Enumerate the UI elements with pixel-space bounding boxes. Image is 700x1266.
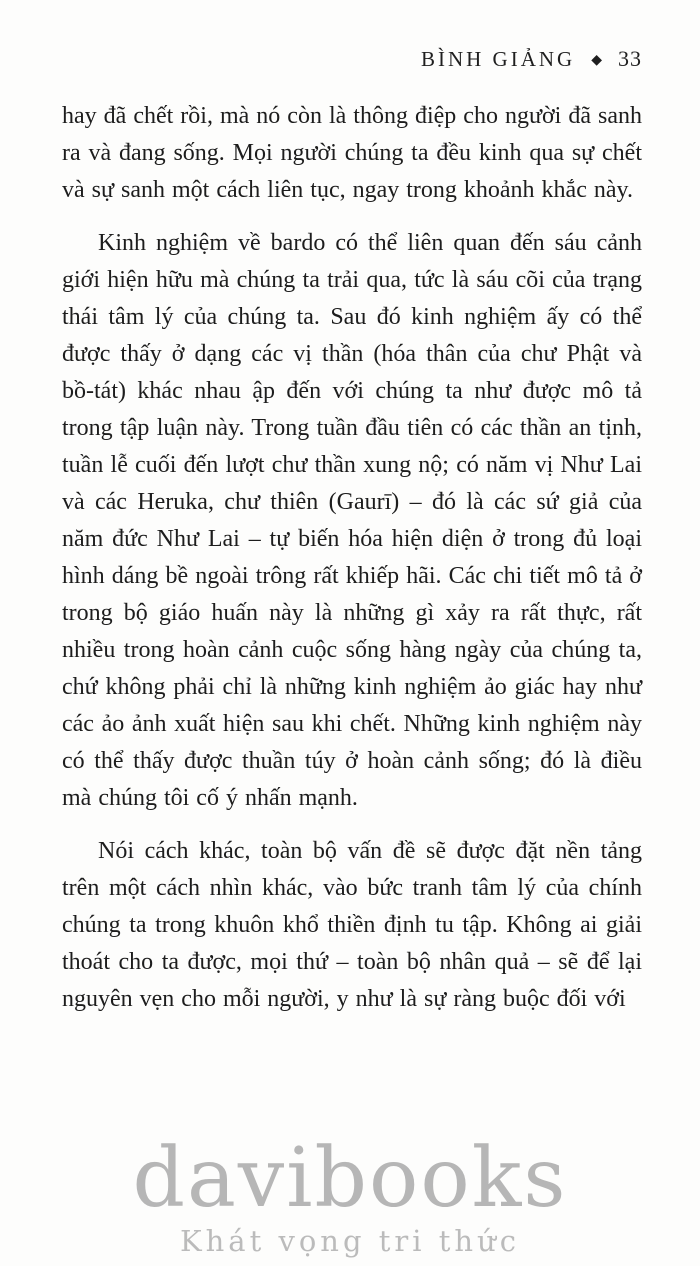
watermark xyxy=(0,1131,700,1258)
body-text xyxy=(62,98,642,1018)
diamond-icon: ◆ xyxy=(591,53,602,68)
paragraph: Kinh nghiệm về bardo có thể liên quan đến sáu cảnh giới hiện hữu mà chúng ta trải qua, tức là sáu cõi của trạng thái tâm lý của chúng ta. Sau đó kinh nghiệm ấy có thể được thấy ở dạng các vị thần (hóa thân của chư Phật và bồ-tát) khác nhau ập đến với chúng ta như được mô tả trong tập luận này. Trong tuần đầu tiên có các thần an tịnh, tuần lễ cuối đến lượt chư thần xung nộ; có năm vị Như Lai và các Heruka, chư thiên (Gaurī) – đó là các sứ giả của năm đức Như Lai – tự biến hóa hiện diện ở trong đủ loại hình dáng bề ngoài trông rất khiếp hãi. Các chi tiết mô tả ở trong bộ giáo huấn này là những gì xảy ra rất thực, rất nhiều trong hoàn cảnh cuộc sống hàng ngày của chúng ta, chứ không phải chỉ là những kinh nghiệm ảo giác hay như các ảo ảnh xuất hiện sau khi chết. Những kinh nghiệm này có thể thấy được thuần túy ở hoàn cảnh sống; đó là điều mà chúng tôi cố ý nhấn mạnh. xyxy=(62,230,642,811)
paragraph: hay đã chết rồi, mà nó còn là thông điệp cho người đã sanh ra và đang sống. Mọi người chúng ta đều kinh qua sự chết và sự sanh một cách liên tục, ngay trong khoảnh khắc này. xyxy=(62,103,642,203)
page-header xyxy=(62,46,642,72)
page-number: 33 xyxy=(618,46,642,71)
section-title: BÌNH GIẢNG xyxy=(420,47,576,71)
paragraph: Nói cách khác, toàn bộ vấn đề sẽ được đặt nền tảng trên một cách nhìn khác, vào bức tranh tâm lý của chính chúng ta trong khuôn khổ thiền định tu tập. Không ai giải thoát cho ta được, mọi thứ – toàn bộ nhân quả – sẽ để lại nguyên vẹn cho mỗi người, y như là sự ràng buộc đối với xyxy=(62,838,642,1012)
watermark-brand: davibooks xyxy=(132,1131,568,1226)
watermark-slogan: Khát vọng tri thức xyxy=(179,1224,521,1258)
